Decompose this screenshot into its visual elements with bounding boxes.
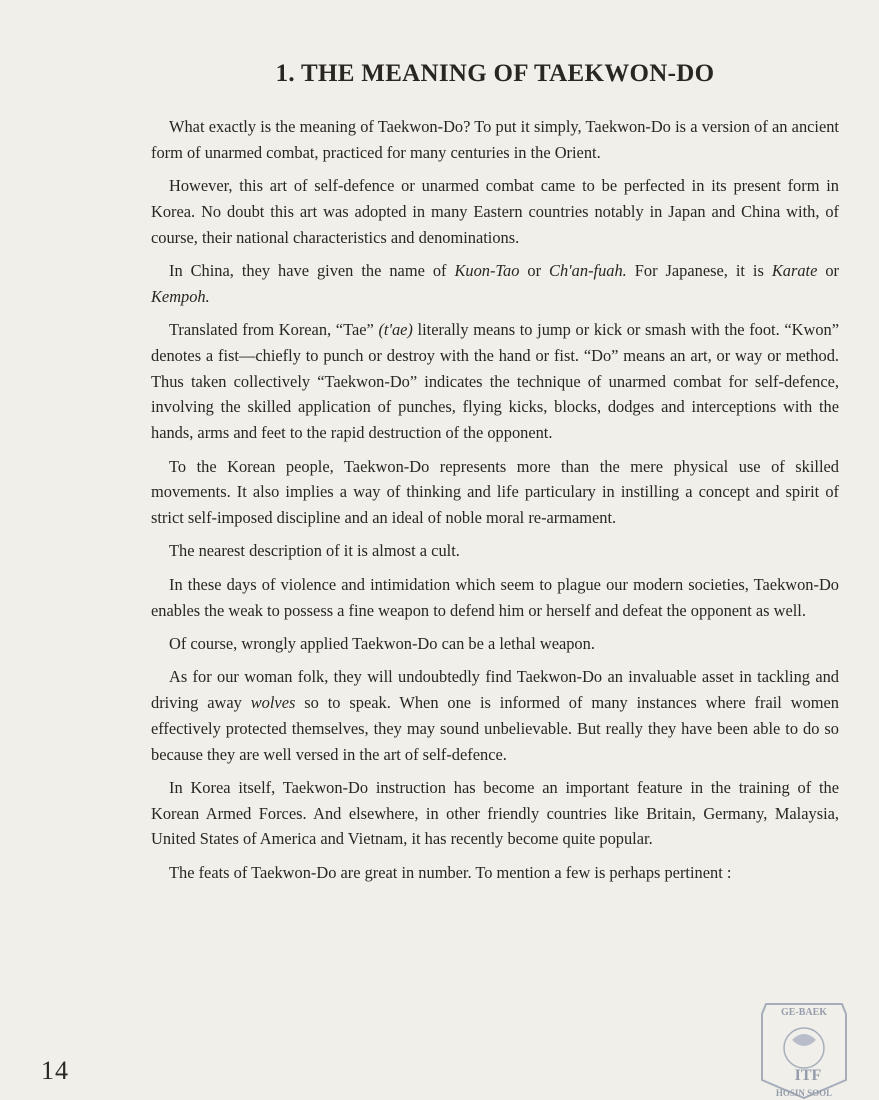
watermark-top-text: GE-BAEK [780,1007,828,1018]
paragraph-text: Of course, wrongly applied Taekwon-Do can be a lethal weapon. [169,633,595,653]
paragraph-text: Translated from Korean, “Tae” [169,320,379,340]
paragraph-text: What exactly is the meaning of Taekwon-Do? To put it simply, Taekwon-Do is a version of an ancient form of unarmed combat, practiced for many centuries in the Orient. [151,117,839,162]
paragraph [151,114,839,166]
paragraph [151,454,839,531]
page-title: 1. THE MEANING OF TAEKWON-DO [275,60,715,87]
paragraph-text: To the Korean people, Taekwon-Do represents more than the mere physical use of skilled movements. It also implies a way of thinking and life particulary in instilling a concept and spirit of strict self-imposed discipline and an ideal of noble moral re-armament. [151,456,839,528]
paragraph [151,664,839,767]
paragraph-text: For Japanese, it is [626,260,772,280]
watermark-logo [752,1000,856,1100]
paragraph [151,173,839,250]
watermark-bottom-text: HOSIN SOOL [775,1088,833,1098]
paragraph-text: As for our woman folk, they will undoubtedly find Taekwon-Do an invaluable asset in tackling and driving away [151,667,839,712]
paragraph-text: The nearest description of it is almost a cult. [169,541,460,561]
italic-term: Karate [771,260,818,280]
paragraph-text: The feats of Taekwon-Do are great in number. To mention a few is perhaps pertinent : [169,862,732,882]
page-number: 14 [41,1056,69,1085]
italic-term: Kuon-Tao [454,260,520,280]
watermark-middle-text: ITF [794,1067,822,1084]
paragraph-text: In these days of violence and intimidation which seem to plague our modern societies, Taekwon-Do enables the weak to possess a fine weapon to defend him or herself and defeat the opponent as well. [151,574,839,620]
paragraph-text: or [817,260,839,280]
italic-term: Kempoh. [151,286,210,306]
paragraph-text: or [519,260,550,280]
paragraph [151,317,839,446]
paragraph-text: literally means to jump or kick or smash with the foot. “Kwon” denotes a fist—chiefly to punch or destroy with the hand or fist. “Do” means an art, or way or method. Thus taken collectively “Taekwon-Do” indicates the technique of unarmed combat for self-defence, involving the skilled application of punches, flying kicks, blocks, dodges and interceptions with the hands, arms and feet to the rapid destruction of the opponent. [151,320,839,443]
paragraph [151,631,839,657]
paragraph [151,860,839,886]
paragraph-text: so to speak. When one is informed of many instances where frail women effectively protected themselves, they may sound unbelievable. But really they have been able to do so because they are well versed in the art of self-defence. [151,692,839,764]
paragraph [151,572,839,624]
italic-term: Ch'an-fuah. [549,260,627,280]
paragraph-text: In China, they have given the name of [169,260,455,280]
paragraph [151,538,839,564]
italic-term: wolves [250,692,296,712]
italic-term: (t'ae) [378,320,413,340]
paragraph [151,258,839,310]
paragraph-text: However, this art of self-defence or unarmed combat came to be perfected in its present form in Korea. No doubt this art was adopted in many Eastern countries notably in Japan and China with, of course, their national characteristics and denominations. [151,176,839,247]
body-text [151,114,839,893]
paragraph-text: In Korea itself, Taekwon-Do instruction has become an important feature in the training of the Korean Armed Forces. And elsewhere, in other friendly countries like Britain, Germany, Malaysia, United States of America and Vietnam, it has recently become quite popular. [151,777,839,849]
paragraph [151,775,839,852]
